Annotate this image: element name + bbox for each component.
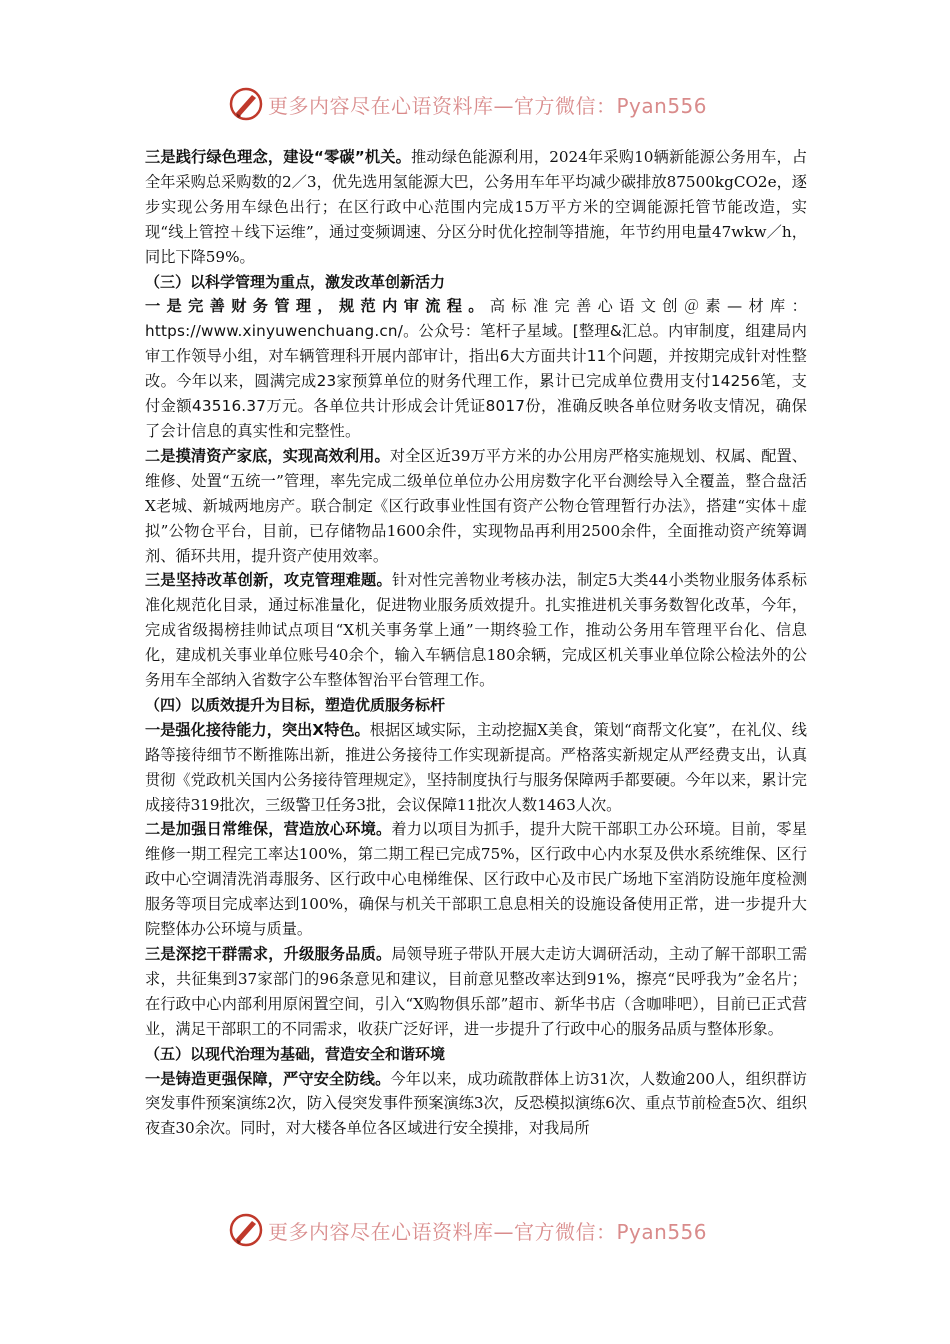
paragraph-body: 针对性完善物业考核办法，制定5大类44小类物业服务体系标准化规范化目录，通过标准量化，促进物业服务质效提升。扎实推进机关事务数智化改革，今年，完成省级揭榜挂帅试点项目“X机关事务掌上通”一期终验工作，推动公务用车管理平台化、信息化，建成机关事业单位账号40余个，输入车辆信息180余辆，完成区机关事业单位除公检法外的公务用车全部纳入省数字公车整体智治平台管理工作。 <box>145 571 807 690</box>
paragraph <box>145 145 807 270</box>
footer-banner <box>228 1210 707 1250</box>
document-body <box>145 145 807 1141</box>
paragraph-lead: 一是铸造更强保障，严守安全防线。 <box>145 1069 391 1088</box>
paragraph-lead: 三是践行绿色理念，建设“零碳”机关。 <box>145 148 412 166</box>
paragraph <box>145 942 807 1042</box>
paragraph <box>145 294 807 443</box>
header-banner <box>228 84 707 124</box>
paragraph-lead: 一是完善财务管理，规范内审流程。 <box>145 297 490 316</box>
section-heading: （三）以科学管理为重点，激发改革创新活力 <box>145 272 446 291</box>
paragraph <box>145 444 807 569</box>
paragraph-body: 高标准完善心语文创＠素—材库：https://www.xinyuwenchuang.cn/。公众号：笔杆子星域。[整理&汇总。内审制度，组建局内审工作领导小组，对车辆管理科开展内部审计，指出6大方面共计11个问题，并按期完成针对性整改。今年以来，圆满完成23家预算单位的财务代理工作，累计已完成单位费用支付14256笔，支付金额43516.37万元。各单位共计形成会计凭证8017份，准确反映各单位财务收支情况，确保了会计信息的真实性和完整性。 <box>145 297 807 440</box>
paragraph-lead: 三是坚持改革创新，攻克管理难题。 <box>145 571 392 590</box>
paragraph-body: 局领导班子带队开展大走访大调研活动，主动了解干部职工需求，共征集到37家部门的96条意见和建议，目前意见整改率达到91%，擦亮“民呼我为”金名片；在行政中心内部利用原闲置空间，引入“X购物俱乐部”超市、新华书店（含咖啡吧），目前已正式营业，满足干部职工的不同需求，收获广泛好评，进一步提升了行政中心的服务品质与整体形象。 <box>145 945 808 1038</box>
paragraph-lead: 二是加强日常维保，营造放心环境。 <box>145 820 392 839</box>
paragraph-body: 根据区域实际，主动挖掘X美食，策划“商帮文化宴”，在礼仪、线路等接待细节不断推陈出新，推进公务接待工作实现新提高。严格落实新规定从严经费支出，认真贯彻《党政机关国内公务接待管理规定》，坚持制度执行与服务保障两手都要硬。今年以来，累计完成接待319批次，三级警卫任务3批，会议保障11批次人数1463人次。 <box>145 720 807 814</box>
banner-text: 更多内容尽在心语资料库—官方微信：Pyan556 <box>268 93 708 118</box>
paragraph-body: 对全区近39万平方米的办公用房严格实施规划、权属、配置、维修、处置“五统一”管理，率先完成二级单位单位办公用房数字化平台测绘导入全覆盖，整合盘活X老城、新城两地房产。联合制定《区行政事业性国有资产公物仓管理暂行办法》，搭建“实体＋虚拟”公物仓平台，目前，已存储物品1600余件，实现物品再利用2500余件，全面推动资产统筹调剂、循环共用，提升资产使用效率。 <box>145 446 807 565</box>
paragraph-lead: 二是摸清资产家底，实现高效利用。 <box>145 446 390 465</box>
banner-text: 更多内容尽在心语资料库—官方微信：Pyan556 <box>268 1219 708 1244</box>
paragraph-body: 今年以来，成功疏散群体上访31次，人数逾200人，组织群访突发事件预案演练2次，防入侵突发事件预案演练3次，反恐模拟演练6次、重点节前检查5次、组织夜查30余次。同时，对大楼各单位各区域进行安全摸排，对我局所 <box>145 1069 807 1138</box>
paragraph <box>145 718 807 818</box>
paragraph-lead: 三是深挖干群需求，升级服务品质。 <box>145 945 392 963</box>
paragraph <box>145 1067 807 1142</box>
section-heading: （四）以质效提升为目标，塑造优质服务标杆 <box>145 695 446 714</box>
paragraph <box>145 568 807 693</box>
pen-logo-icon <box>228 86 264 122</box>
paragraph <box>145 817 807 942</box>
paragraph-body: 推动绿色能源利用，2024年采购10辆新能源公务用车，占全年采购总采购数的2／3，优先选用氢能源大巴，公务用车年平均减少碳排放87500kgCO2e，逐步实现公务用车绿色出行；在区行政中心范围内完成15万平方米的空调能源托管节能改造，实现“线上管控＋线下运维”，通过变频调速、分区分时优化控制等措施，年节约用电量47wkw／h，同比下降59%。 <box>145 148 808 266</box>
paragraph-lead: 一是强化接待能力，突出X特色。 <box>145 720 370 739</box>
paragraph-body: 着力以项目为抓手，提升大院干部职工办公环境。目前，零星维修一期工程完工率达100%，第二期工程已完成75%，区行政中心内水泵及供水系统维保、区行政中心空调清洗消毒服务、区行政中心电梯维保、区行政中心及市民广场地下室消防设施年度检测服务等项目完成率达到100%，确保与机关干部职工息息相关的设施设备使用正常，进一步提升大院整体办公环境与质量。 <box>145 820 808 939</box>
section-heading: （五）以现代治理为基础，营造安全和谐环境 <box>145 1044 446 1063</box>
pen-logo-icon <box>228 1212 264 1248</box>
